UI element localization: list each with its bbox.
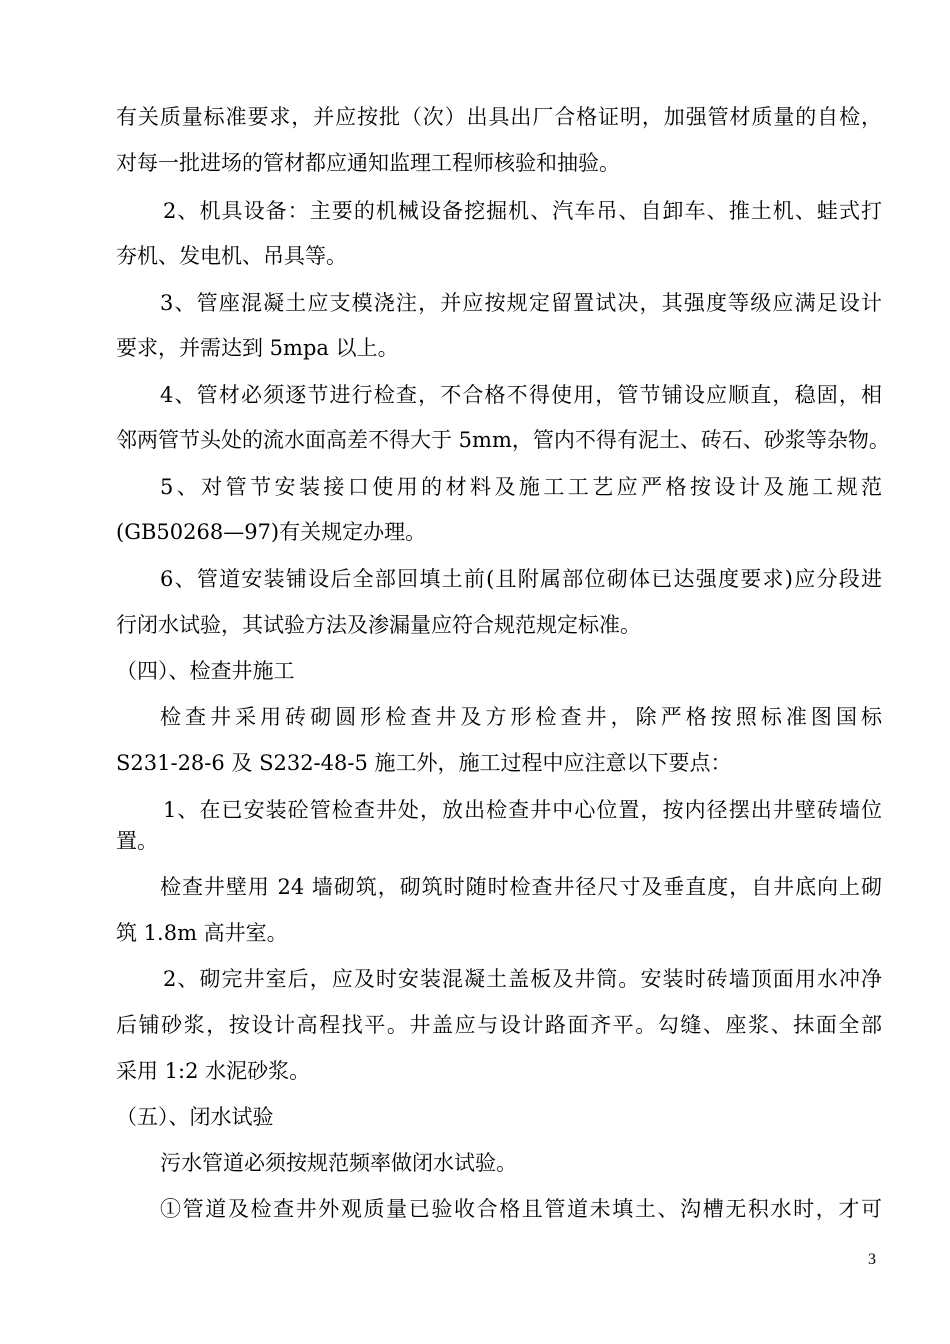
text-line: 5、对管节安装接口使用的材料及施工工艺应严格按设计及施工规范 — [160, 475, 882, 499]
text-line: 筑 1.8m 高井室。 — [116, 921, 288, 945]
text-line: 夯机、发电机、吊具等。 — [116, 244, 347, 268]
text-line: 采用 1:2 水泥砂浆。 — [116, 1059, 311, 1083]
text-line: 2、机具设备：主要的机械设备挖掘机、汽车吊、自卸车、推土机、蛙式打 — [163, 199, 882, 223]
text-line: 6、管道安装铺设后全部回填土前(且附属部位砌体已达强度要求)应分段进 — [160, 567, 882, 591]
text-line: 对每一批进场的管材都应通知监理工程师核验和抽验。 — [116, 151, 620, 175]
text-line: 有关质量标准要求，并应按批（次）出具出厂合格证明，加强管材质量的自检， — [116, 105, 882, 129]
text-line: 4、管材必须逐节进行检查，不合格不得使用，管节铺设应顺直，稳固，相 — [160, 383, 882, 407]
text-line: 1、在已安装砼管检查井处，放出检查井中心位置，按内径摆出井壁砖墙位 — [163, 798, 882, 822]
text-line: 邻两管节头处的流水面高差不得大于 5mm，管内不得有泥土、砖石、砂浆等杂物。 — [116, 428, 890, 452]
page-number: 3 — [868, 1251, 876, 1268]
section-heading: （四）、检查井施工 — [116, 659, 295, 683]
text-line: 3、管座混凝土应支模浇注，并应按规定留置试决，其强度等级应满足设计 — [160, 291, 882, 315]
text-line: ①管道及检查井外观质量已验收合格且管道未填土、沟槽无积水时，才可 — [160, 1197, 882, 1221]
text-line: (GB50268—97)有关规定办理。 — [116, 520, 427, 544]
text-line: S231-28-6 及 S232-48-5 施工外，施工过程中应注意以下要点： — [116, 751, 732, 775]
text-line: 污水管道必须按规范频率做闭水试验。 — [160, 1151, 517, 1175]
text-line: 检查井壁用 24 墙砌筑，砌筑时随时检查井径尺寸及垂直度，自井底向上砌 — [160, 875, 882, 899]
text-line: 后铺砂浆，按设计高程找平。井盖应与设计路面齐平。勾缝、座浆、抹面全部 — [116, 1013, 882, 1037]
text-line: 置。 — [116, 829, 158, 853]
text-line: 要求，并需达到 5mpa 以上。 — [116, 336, 399, 360]
section-heading: （五）、闭水试验 — [116, 1105, 274, 1129]
text-line: 行闭水试验，其试验方法及渗漏量应符合规范规定标准。 — [116, 613, 641, 637]
text-line: 检查井采用砖砌圆形检查井及方形检查井，除严格按照标准图国标 — [160, 705, 882, 729]
text-line: 2、砌完井室后，应及时安装混凝土盖板及井筒。安装时砖墙顶面用水冲净 — [163, 967, 882, 991]
